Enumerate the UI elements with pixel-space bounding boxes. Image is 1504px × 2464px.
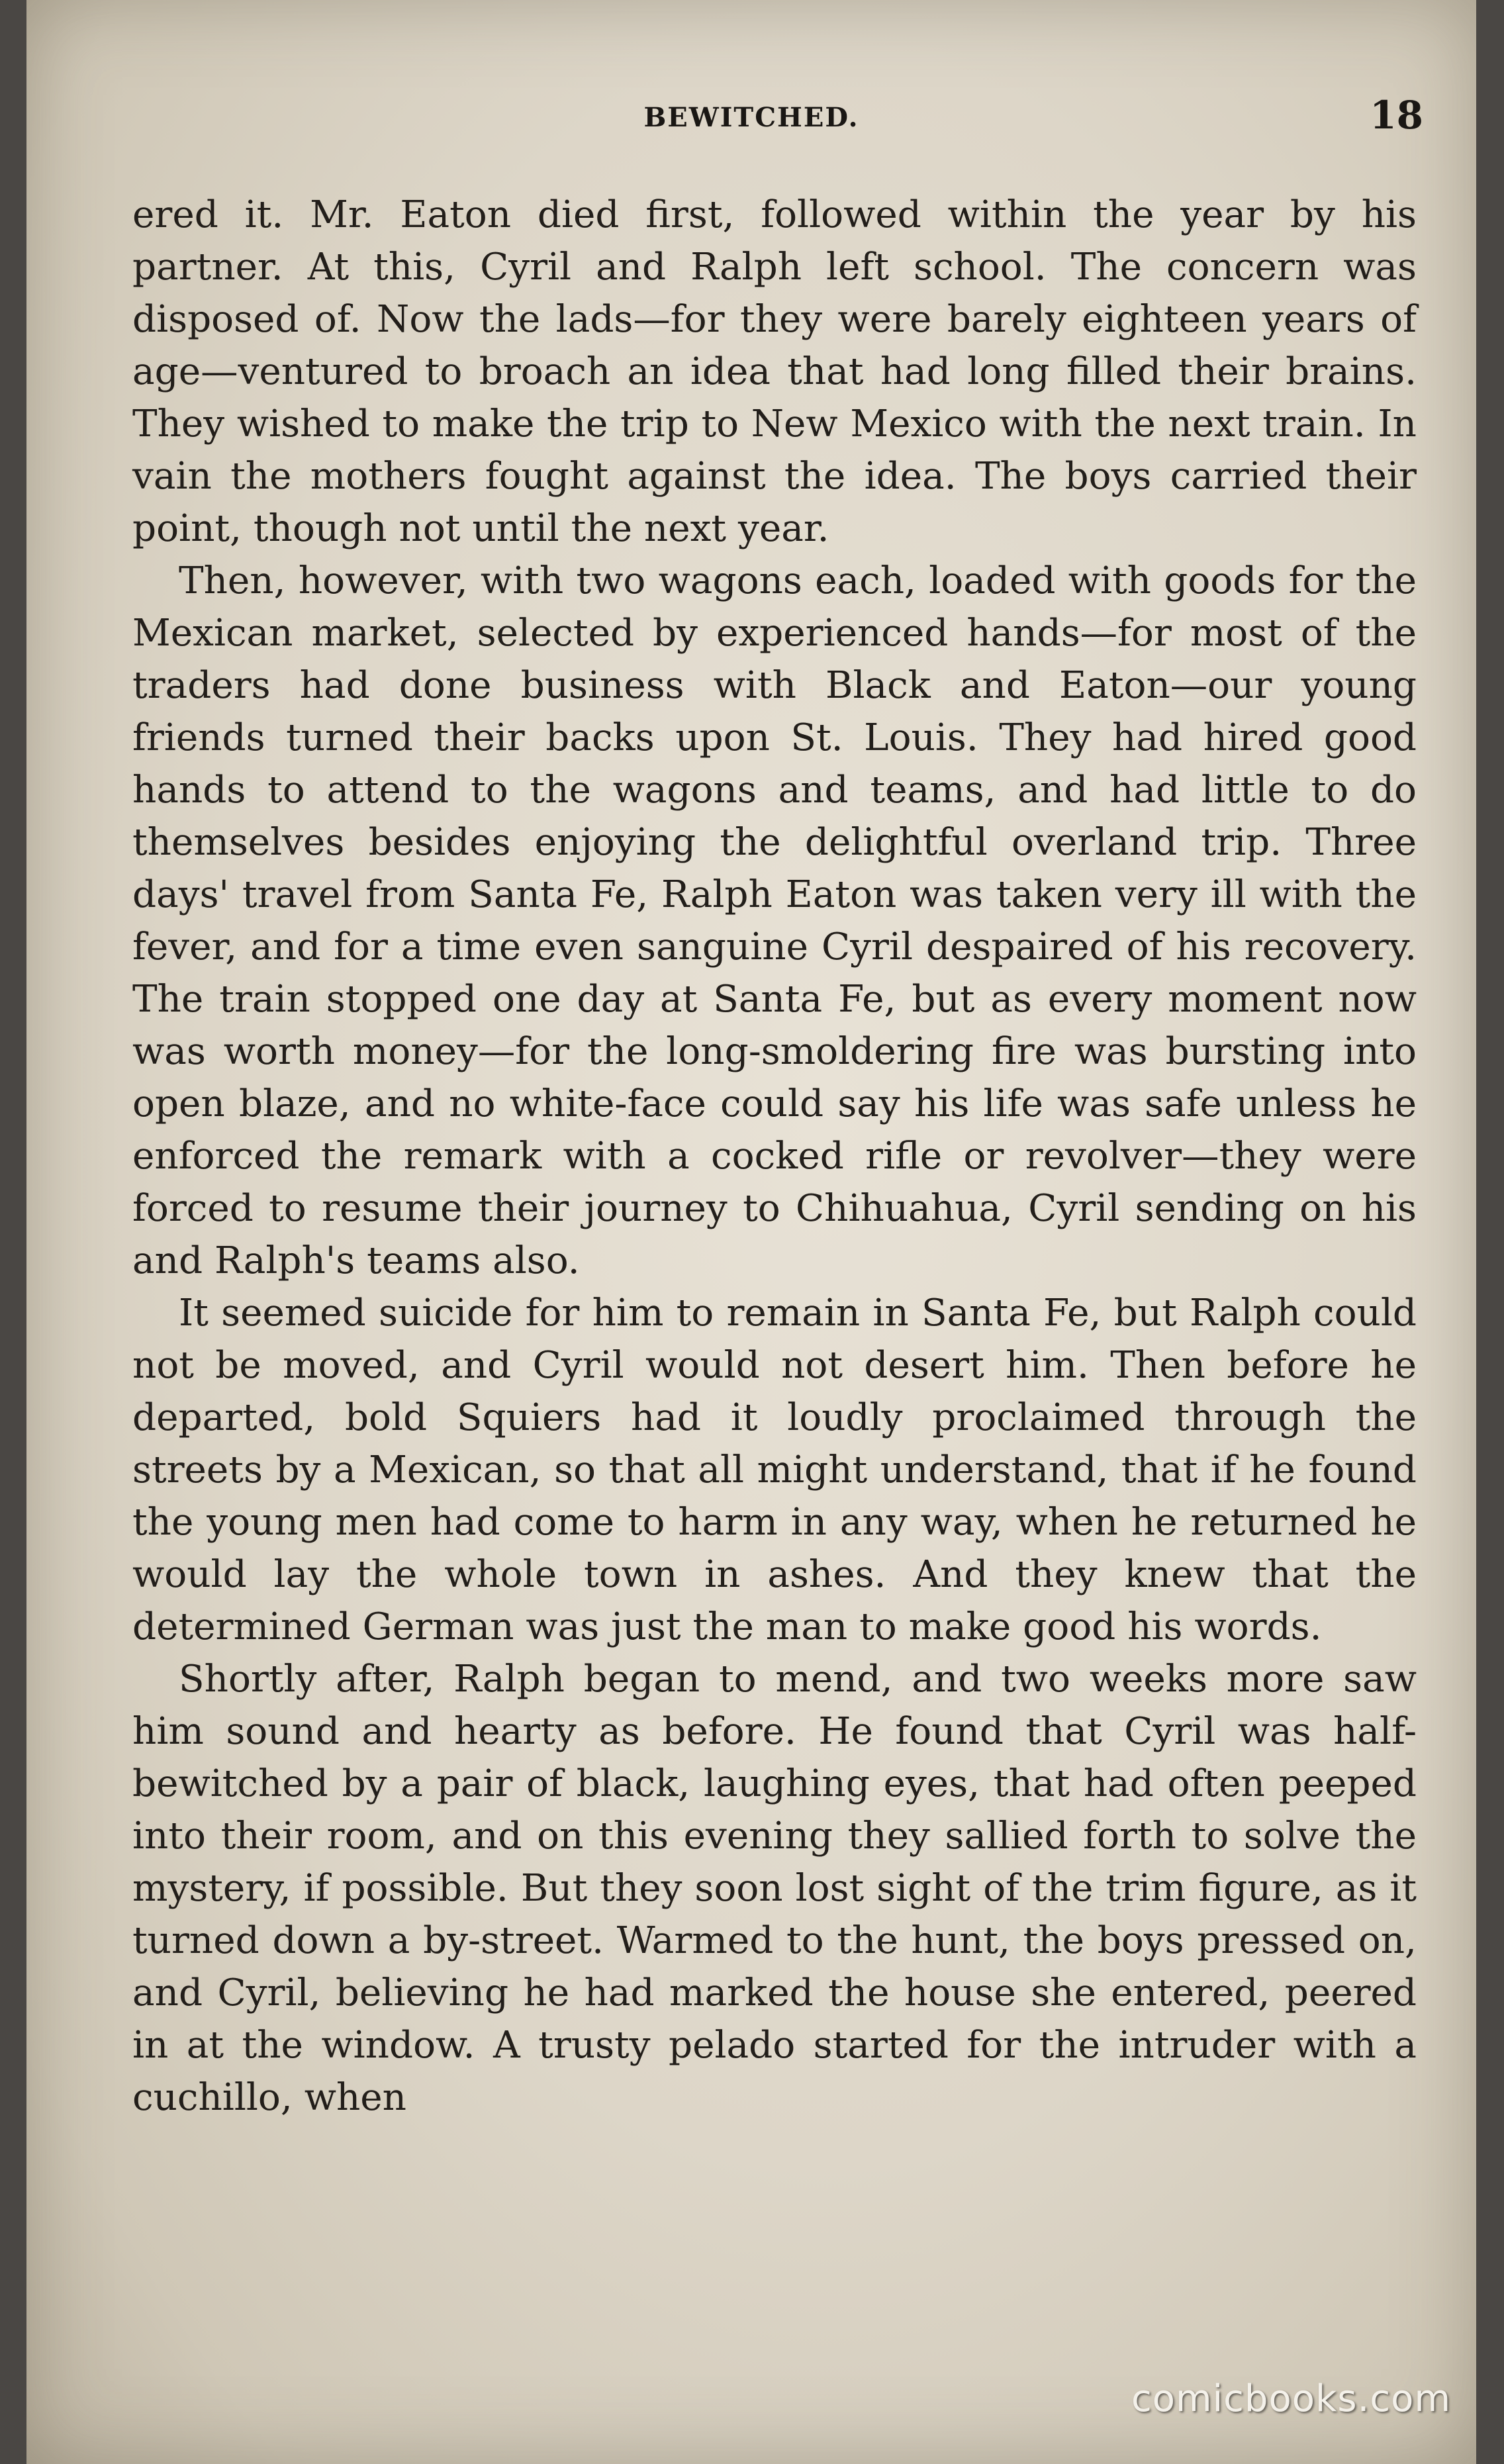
running-head: BEWITCHED. [643, 102, 859, 133]
page-header [26, 93, 1476, 139]
paragraph-1: ered it. Mr. Eaton died first, followed within the year by his partner. At this, Cyril and Ralph left school. The concern was disposed of. Now the lads—for they were barely eighteen years of age—ventured to broach an idea that had long filled their brains. They wished to make the trip to New Mexico with the next train. In vain the mothers fought against the idea. The boys carried their point, though not until the next year. [132, 193, 1417, 550]
watermark: comicbooks.com [1131, 2377, 1451, 2420]
paragraph-4: Shortly after, Ralph began to mend, and two weeks more saw him sound and hearty as before. He found that Cyril was half-bewitched by a pair of black, laughing eyes, that had often peeped into their room, and on this evening they sallied forth to solve the mystery, if possible. But they soon lost sight of the trim figure, as it turned down a by-street. Warmed to the hunt, the boys pressed on, and Cyril, believing he had marked the house she entered, peered in at the window. A trusty pelado started for the intruder with a cuchillo, when [132, 1658, 1417, 2119]
book-page [26, 0, 1476, 2464]
body-text [132, 189, 1417, 2124]
paragraph-2: Then, however, with two wagons each, loaded with goods for the Mexican market, selected by experienced hands—for most of the traders had done business with Black and Eaton—our young friends turned their backs upon St. Louis. They had hired good hands to attend to the wagons and teams, and had little to do themselves besides enjoying the delightful overland trip. Three days' travel from Santa Fe, Ralph Eaton was taken very ill with the fever, and for a time even sanguine Cyril despaired of his recovery. The train stopped one day at Santa Fe, but as every moment now was worth money—for the long-smoldering fire was bursting into open blaze, and no white-face could say his life was safe unless he enforced the remark with a cocked rifle or revolver—they were forced to resume their journey to Chihuahua, Cyril sending on his and Ralph's teams also. [132, 559, 1417, 1282]
page-number: 18 [1370, 93, 1423, 138]
paragraph-3: It seemed suicide for him to remain in Santa Fe, but Ralph could not be moved, and Cyril would not desert him. Then before he departed, bold Squiers had it loudly proclaimed through the streets by a Mexican, so that all might understand, that if he found the young men had come to harm in any way, when he returned he would lay the whole town in ashes. And they knew that the determined German was just the man to make good his words. [132, 1292, 1417, 1648]
